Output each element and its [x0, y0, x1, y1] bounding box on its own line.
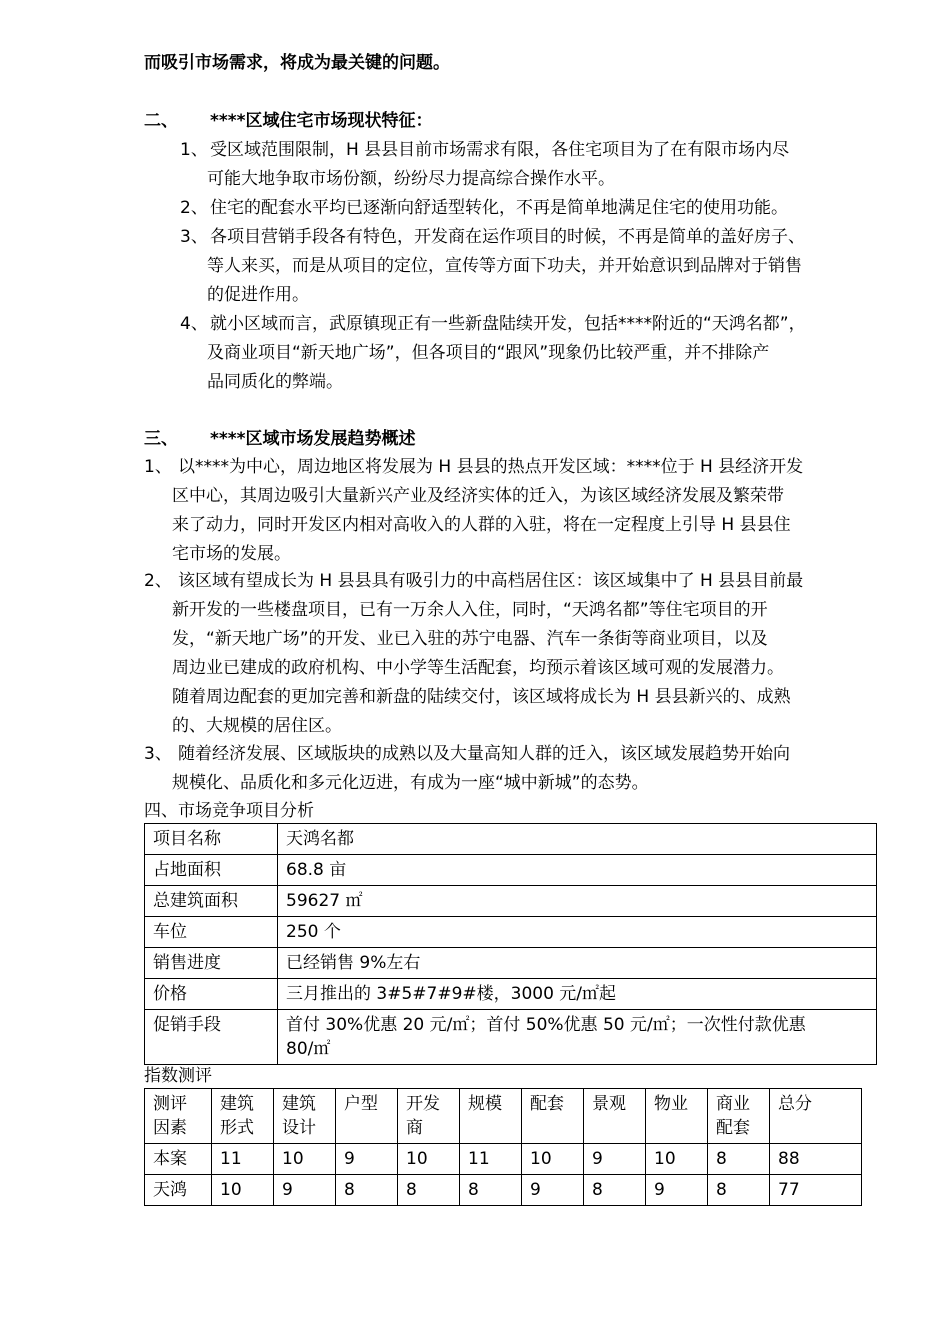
table-row: [145, 886, 877, 917]
project-table: [144, 823, 877, 1065]
section3-item1-num: 1、: [144, 457, 172, 477]
table-cell: 本案: [145, 1144, 212, 1175]
table-header-row: [145, 1089, 862, 1144]
table-cell: 天鸿: [145, 1175, 212, 1206]
table-cell: 9: [274, 1175, 336, 1206]
table-cell: 三月推出的 3#5#7#9#楼，3000 元/㎡起: [278, 979, 877, 1010]
section3-item3-num: 3、: [144, 744, 172, 764]
section2-item4-line1: 就小区域而言，武原镇现正有一些新盘陆续开发，包括****附近的“天鸿名都”，: [210, 314, 806, 334]
section2-title: ****区域住宅市场现状特征：: [210, 111, 433, 131]
table-header-cell: 总分: [770, 1089, 862, 1144]
section2-item3-line3: 的促进作用。: [207, 285, 309, 305]
table-header-cell: 景观: [584, 1089, 646, 1144]
table-cell: 9: [646, 1175, 708, 1206]
table-row: [145, 1144, 862, 1175]
section3-title: ****区域市场发展趋势概述: [210, 429, 416, 449]
table-cell: 10: [646, 1144, 708, 1175]
section2-item3-line1: 各项目营销手段各有特色，开发商在运作项目的时候，不再是简单的盖好房子、: [210, 227, 805, 247]
table-cell: 9: [522, 1175, 584, 1206]
table-row: [145, 1175, 862, 1206]
table-cell: 占地面积: [145, 855, 278, 886]
table-row: [145, 979, 877, 1010]
table-row: [145, 1010, 877, 1065]
section3-item1-line1: 以****为中心，周边地区将发展为 H 县县的热点开发区域：****位于 H 县经济开发: [178, 457, 804, 477]
table-cell: 11: [460, 1144, 522, 1175]
table-row: [145, 855, 877, 886]
intro-tail: 而吸引市场需求，将成为最关键的问题。: [144, 53, 450, 73]
table-cell: 已经销售 9%左右: [278, 948, 877, 979]
section3-item2-line1: 该区域有望成长为 H 县县具有吸引力的中高档居住区：该区域集中了 H 县县目前最: [178, 571, 804, 591]
section3-item2-line2: 新开发的一些楼盘项目，已有一万余人入住，同时，“天鸿名都”等住宅项目的开: [172, 600, 768, 620]
table-header-cell: 测评 因素: [145, 1089, 212, 1144]
section3-item2-line6: 的、大规模的居住区。: [172, 716, 342, 736]
table-cell: 250 个: [278, 917, 877, 948]
section2-item4-num: 4、: [180, 314, 208, 334]
section3-number: 三、: [144, 429, 178, 449]
table-cell: 总建筑面积: [145, 886, 278, 917]
table-header-cell: 规模: [460, 1089, 522, 1144]
section3-item1-line4: 宅市场的发展。: [172, 544, 291, 564]
table-cell: 10: [274, 1144, 336, 1175]
section2-item3-line2: 等人来买，而是从项目的定位，宣传等方面下功夫，并开始意识到品牌对于销售: [207, 256, 802, 276]
table-cell: 首付 30%优惠 20 元/㎡；首付 50%优惠 50 元/㎡；一次性付款优惠 80/㎡: [278, 1010, 877, 1065]
section2-item1-num: 1、: [180, 140, 208, 160]
section2-item4-line2: 及商业项目“新天地广场”，但各项目的“跟风”现象仍比较严重，并不排除产: [207, 343, 770, 363]
index-table: [144, 1088, 862, 1206]
table-cell: 10: [522, 1144, 584, 1175]
table-cell: 车位: [145, 917, 278, 948]
table-header-cell: 开发 商: [398, 1089, 460, 1144]
table-cell: 8: [398, 1175, 460, 1206]
table-cell: 10: [398, 1144, 460, 1175]
table-cell: 9: [336, 1144, 398, 1175]
table-cell: 项目名称: [145, 824, 278, 855]
table-cell: 促销手段: [145, 1010, 278, 1065]
section3-item2-num: 2、: [144, 571, 172, 591]
section2-item1-line2: 可能大地争取市场份额，纷纷尽力提高综合操作水平。: [207, 169, 615, 189]
table-cell: 8: [584, 1175, 646, 1206]
table-cell: 68.8 亩: [278, 855, 877, 886]
table-header-cell: 商业 配套: [708, 1089, 770, 1144]
index-title: 指数测评: [144, 1066, 212, 1086]
table-header-cell: 物业: [646, 1089, 708, 1144]
table-cell: 8: [460, 1175, 522, 1206]
section4-title: 四、市场竞争项目分析: [144, 801, 314, 821]
section3-item3-line2: 规模化、品质化和多元化迈进，有成为一座“城中新城”的态势。: [172, 773, 649, 793]
table-cell: 8: [708, 1144, 770, 1175]
section3-item1-line3: 来了动力，同时开发区内相对高收入的人群的入驻，将在一定程度上引导 H 县县住: [172, 515, 791, 535]
table-row: [145, 917, 877, 948]
table-header-cell: 户型: [336, 1089, 398, 1144]
section2-item2-line1: 住宅的配套水平均已逐渐向舒适型转化，不再是简单地满足住宅的使用功能。: [210, 198, 788, 218]
table-cell: 销售进度: [145, 948, 278, 979]
section3-item2-line4: 周边业已建成的政府机构、中小学等生活配套，均预示着该区域可观的发展潜力。: [172, 658, 784, 678]
table-header-cell: 建筑 形式: [212, 1089, 274, 1144]
table-cell: 59627 ㎡: [278, 886, 877, 917]
section3-item1-line2: 区中心，其周边吸引大量新兴产业及经济实体的迁入，为该区域经济发展及繁荣带: [172, 486, 784, 506]
table-cell: 9: [584, 1144, 646, 1175]
section2-item1-line1: 受区域范围限制，H 县县目前市场需求有限，各住宅项目为了在有限市场内尽: [210, 140, 790, 160]
table-cell: 8: [708, 1175, 770, 1206]
table-row: [145, 824, 877, 855]
table-cell: 77: [770, 1175, 862, 1206]
table-cell: 价格: [145, 979, 278, 1010]
section2-number: 二、: [144, 111, 178, 131]
section3-item3-line1: 随着经济发展、区域版块的成熟以及大量高知人群的迁入，该区域发展趋势开始向: [178, 744, 790, 764]
table-cell: 10: [212, 1175, 274, 1206]
table-header-cell: 配套: [522, 1089, 584, 1144]
table-cell: 天鸿名都: [278, 824, 877, 855]
section2-item2-num: 2、: [180, 198, 208, 218]
section3-item2-line5: 随着周边配套的更加完善和新盘的陆续交付，该区域将成长为 H 县县新兴的、成熟: [172, 687, 791, 707]
section3-item2-line3: 发，“新天地广场”的开发、业已入驻的苏宁电器、汽车一条街等商业项目，以及: [172, 629, 768, 649]
table-cell: 11: [212, 1144, 274, 1175]
table-header-cell: 建筑 设计: [274, 1089, 336, 1144]
section2-item3-num: 3、: [180, 227, 208, 247]
table-cell: 8: [336, 1175, 398, 1206]
table-row: [145, 948, 877, 979]
section2-item4-line3: 品同质化的弊端。: [207, 372, 343, 392]
table-cell: 88: [770, 1144, 862, 1175]
